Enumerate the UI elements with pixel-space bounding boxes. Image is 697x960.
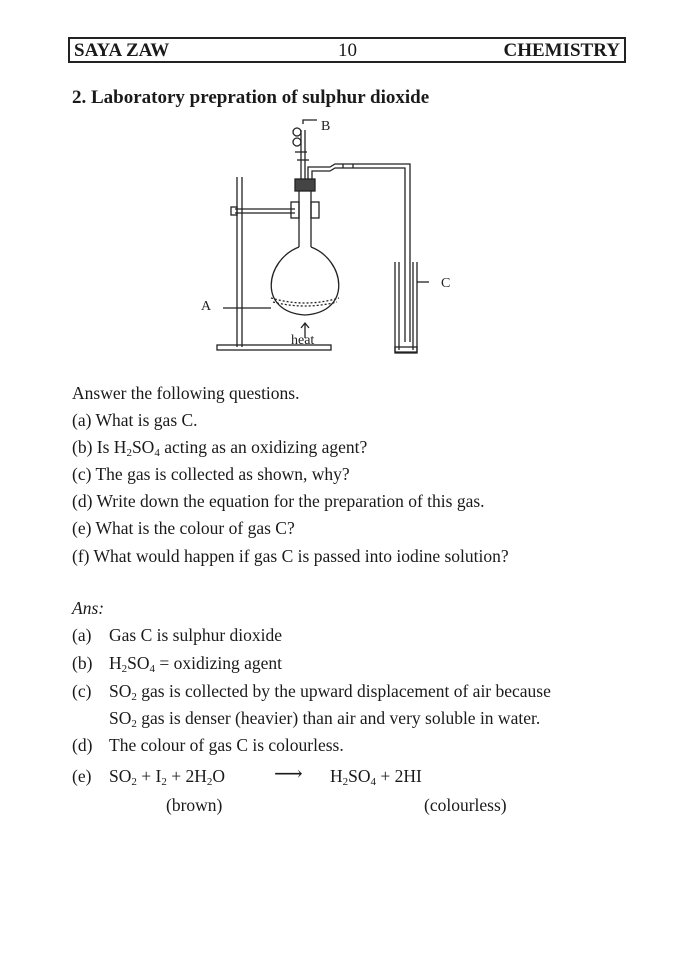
answer-d: The colour of gas C is colourless. — [109, 735, 344, 755]
question-c: (c) The gas is collected as shown, why? — [72, 464, 350, 484]
question-a: (a) What is gas C. — [72, 410, 198, 430]
answer-a: Gas C is sulphur dioxide — [109, 625, 283, 645]
answer-c-line1: $SO_2$ gas is collected by the upward displacement of air because — [109, 681, 551, 703]
label-a: A — [201, 299, 212, 314]
section-title: 2. Laboratory prepration of sulphur dioxide — [72, 87, 430, 108]
answer-c-line2: $SO_2$ gas is denser (heavier) than air and very soluble in water. — [109, 708, 541, 730]
page-number: 10 — [338, 40, 357, 61]
answer-b-mark: (b) — [72, 653, 93, 673]
subject-title: CHEMISTRY — [503, 40, 620, 61]
answer-e-equation-left: $SO_2 + I_2 + 2H_2O$ — [109, 766, 225, 788]
question-e: (e) What is the colour of gas C? — [72, 518, 295, 538]
label-c: C — [441, 276, 451, 291]
heat-label: heat — [291, 333, 315, 348]
label-b: B — [321, 119, 331, 134]
author-name: SAYA ZAW — [74, 40, 170, 61]
brown-note: (brown) — [166, 795, 223, 815]
reaction-arrow: ⟶ — [274, 763, 303, 785]
answer-e-equation-right: $H_2SO_4 + 2HI$ — [330, 766, 422, 788]
question-f: (f) What would happen if gas C is passed into iodine solution? — [72, 546, 509, 566]
page-header — [68, 37, 626, 63]
question-b: (b) Is $H_2SO_4$ acting as an oxidizing agent? — [72, 437, 368, 459]
answers-label: Ans: — [72, 598, 105, 618]
answer-a-mark: (a) — [72, 625, 92, 645]
apparatus-diagram — [195, 112, 465, 362]
answer-d-mark: (d) — [72, 735, 93, 755]
questions-intro: Answer the following questions. — [72, 383, 300, 403]
answer-b: $H_2SO_4$ = oxidizing agent — [109, 653, 283, 675]
colourless-note: (colourless) — [424, 795, 507, 815]
answer-c-mark: (c) — [72, 681, 92, 701]
question-d: (d) Write down the equation for the preparation of this gas. — [72, 491, 485, 511]
answer-e-mark: (e) — [72, 766, 92, 786]
